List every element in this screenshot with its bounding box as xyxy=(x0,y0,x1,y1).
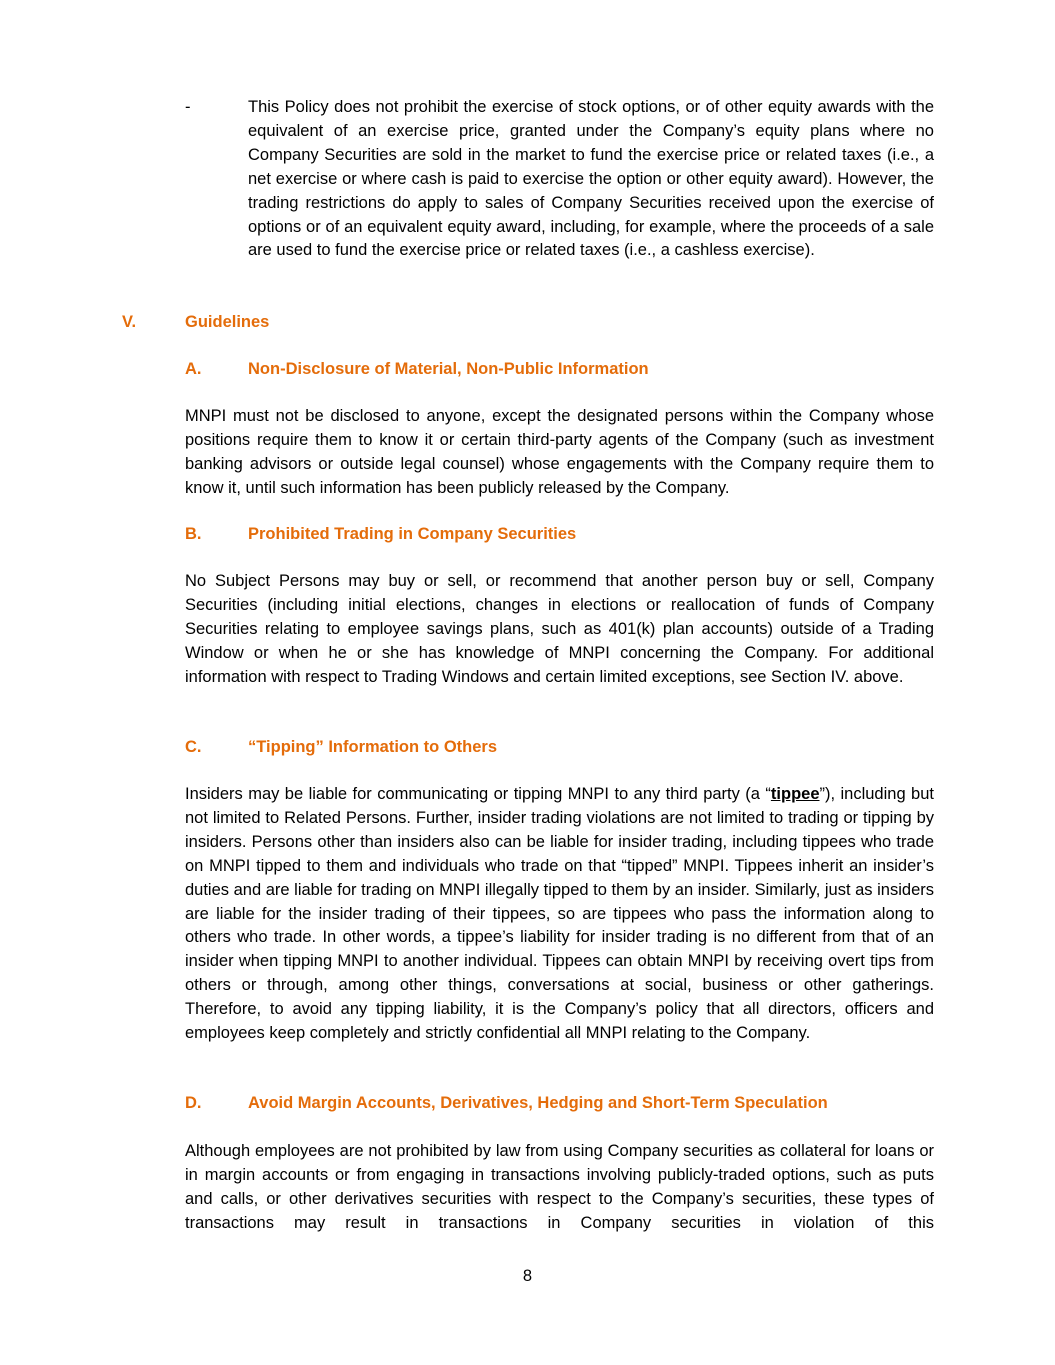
subsection-c-body xyxy=(185,783,934,1046)
section-number: V. xyxy=(122,313,137,331)
subsection-d-body: Although employees are not prohibited by law from using Company securities as collateral for loans or in margin accounts or from engaging in transactions involving publicly-traded options, such as puts and calls, or other derivatives securities with respect to the Company’s securities, these types of transactions may result in transactions in Company securities in violation of this xyxy=(185,1142,934,1232)
subsection-heading-b xyxy=(185,523,934,547)
subsection-title: Non-Disclosure of Material, Non-Public Information xyxy=(248,360,649,378)
subsection-heading-c xyxy=(185,736,934,760)
subsection-b-body: No Subject Persons may buy or sell, or recommend that another person buy or sell, Company Securities (including initial elections, changes in elections or reallocation of funds of Company Securities relating to employee savings plans, such as 401(k) plan accounts) outside of a Trading Window or when he or she has knowledge of MNPI concerning the Company. For additional information with respect to Trading Windows and certain limited exceptions, see Section IV. above. xyxy=(185,572,934,686)
subsection-heading-a xyxy=(185,358,934,382)
subsection-heading-d xyxy=(185,1092,934,1116)
defined-term-tippee: tippee xyxy=(770,785,820,803)
subsection-letter: D. xyxy=(185,1094,202,1112)
section-title: Guidelines xyxy=(185,313,270,331)
subsection-title: Avoid Margin Accounts, Derivatives, Hedging and Short-Term Speculation xyxy=(248,1094,828,1112)
subsection-letter: A. xyxy=(185,360,202,378)
subsection-letter: C. xyxy=(185,738,202,756)
section-heading xyxy=(122,311,270,335)
subsection-a-body: MNPI must not be disclosed to anyone, except the designated persons within the Company whose positions require them to know it or certain third-party agents of the Company (such as investment banking advisors or outside legal counsel) whose engagements with the Company require them to know it, until such information has been publicly released by the Company. xyxy=(185,407,934,497)
subsection-letter: B. xyxy=(185,525,202,543)
subsection-title: Prohibited Trading in Company Securities xyxy=(248,525,577,543)
bullet-paragraph: This Policy does not prohibit the exercise of stock options, or of other equity awards with the equivalent of an exercise price, granted under the Company’s equity plans where no Company Securities are sold in the market to fund the exercise price or related taxes (i.e., a net exercise or where cash is paid to exercise the option or other equity award). However, the trading restrictions do apply to sales of Company Securities received upon the exercise of options or of an equivalent equity award, including, for example, where the proceeds of a sale are used to fund the exercise price or related taxes (i.e., a cashless exercise). xyxy=(248,98,934,260)
body-text: Insiders may be liable for communicating or tipping MNPI to any third party (a “ xyxy=(185,785,771,803)
page-number: 8 xyxy=(522,1267,533,1285)
body-text: ”), including but not limited to Related Persons. Further, insider trading violations are not limited to trading or tipping by insiders. Persons other than insiders also can be liable for insider trading, including tippees who trade on MNPI tipped to them and individuals who trade on that “tipped” MNPI. Tippees inherit an insider’s duties and are liable for trading on MNPI illegally tipped to them by an insider. Similarly, just as insiders are liable for the insider trading of their tippees, so are tippees who pass the information along to others who trade. In other words, a tippee’s liability for insider trading is no different from that of an insider when tipping MNPI to another individual. Tippees can obtain MNPI by receiving overt tips from others or through, among other things, conversations at social, business or other gatherings. Therefore, to avoid any tipping liability, it is the Company’s policy that all directors, officers and employees keep completely and strictly confidential all MNPI relating to the Company. xyxy=(185,785,934,1043)
bullet-marker: - xyxy=(185,98,191,116)
subsection-title: “Tipping” Information to Others xyxy=(248,738,498,756)
